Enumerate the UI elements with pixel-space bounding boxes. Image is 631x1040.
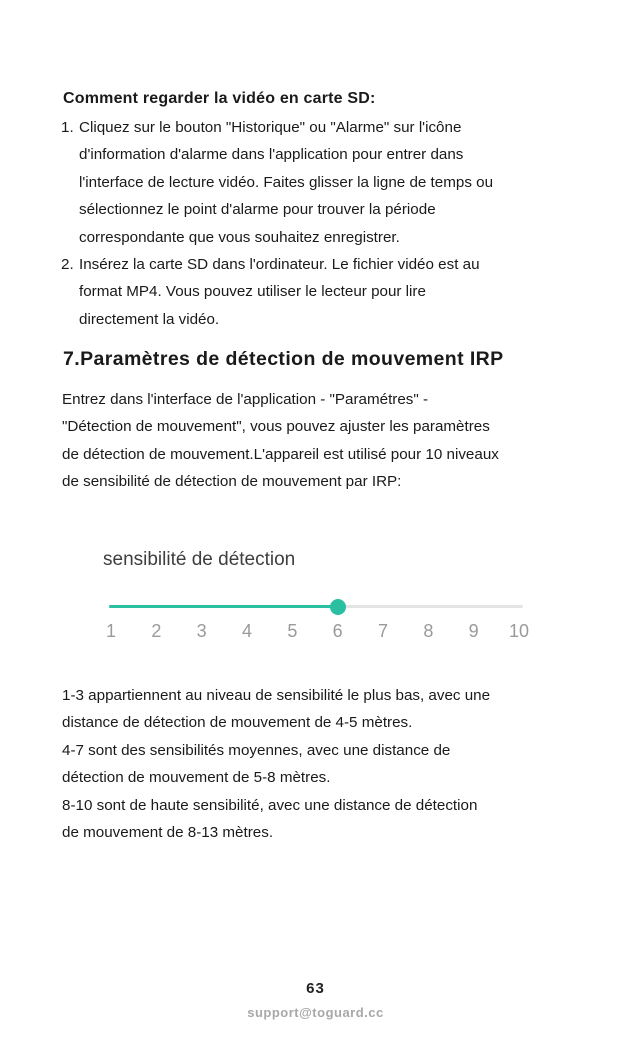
sensitivity-tick-label: 10 xyxy=(508,621,530,641)
irp-section-heading: 7.Paramètres de détection de mouvement IRP xyxy=(63,348,504,370)
sensitivity-levels-text: 1-3 appartiennent au niveau de sensibilité le plus bas, avec une distance de détection de mouvement de 4-5 mètres. 4-7 sont des sensibilités moyennes, avec une distance de détection de mouvement de 5-8 mètres. 8-10 sont de haute sensibilité, avec une distance de détection de mouvement de 8-13 mètres. xyxy=(62,687,491,842)
sensitivity-tick-label: 4 xyxy=(241,621,253,641)
sensitivity-tick-label: 3 xyxy=(196,621,207,641)
step-text: Cliquez sur le bouton "Historique" ou "Alarme" sur l'icône d'information d'alarme dans l'application pour entrer dans l'interface de lecture vidéo. Faites glisser la ligne de temps ou sélectionnez le point d'alarme pour trouver la période correspondante que vous souhaitez enregistrer. xyxy=(79,119,494,246)
step-text: Insérez la carte SD dans l'ordinateur. Le fichier vidéo est au format MP4. Vous pouvez utiliser le lecteur pour lire directement la vidéo. xyxy=(79,256,480,328)
page-number: 63 xyxy=(306,980,325,997)
sensitivity-slider-fill xyxy=(109,605,338,608)
sensitivity-slider-thumb[interactable] xyxy=(330,599,346,615)
step-number: 1. xyxy=(61,119,74,136)
step-item xyxy=(61,251,621,333)
sensitivity-tick-label: 9 xyxy=(468,621,479,641)
support-email: support@toguard.cc xyxy=(247,1005,384,1020)
step-item xyxy=(61,114,621,251)
step-number: 2. xyxy=(61,256,74,274)
sensitivity-tick-label: 1 xyxy=(105,621,117,641)
sd-card-steps xyxy=(61,114,621,333)
sd-card-heading: Comment regarder la vidéo en carte SD: xyxy=(63,90,376,107)
sensitivity-tick-label: 5 xyxy=(287,621,298,641)
sensitivity-slider[interactable] xyxy=(109,605,523,608)
irp-intro-text: Entrez dans l'interface de l'application - "Paramétres" - "Détection de mouvement", vous pouvez ajuster les paramètres de détection de mouvement.L'appareil est utilisé pour 10 niveaux de sensibilité de détection de mouvement par IRP: xyxy=(62,391,499,491)
sensitivity-slider-label: sensibilité de détection xyxy=(103,549,296,570)
sensitivity-tick-label: 7 xyxy=(377,621,389,641)
sensitivity-tick-label: 6 xyxy=(332,621,343,641)
sensitivity-tick-label: 2 xyxy=(151,621,162,641)
sensitivity-tick-label: 8 xyxy=(423,621,434,641)
